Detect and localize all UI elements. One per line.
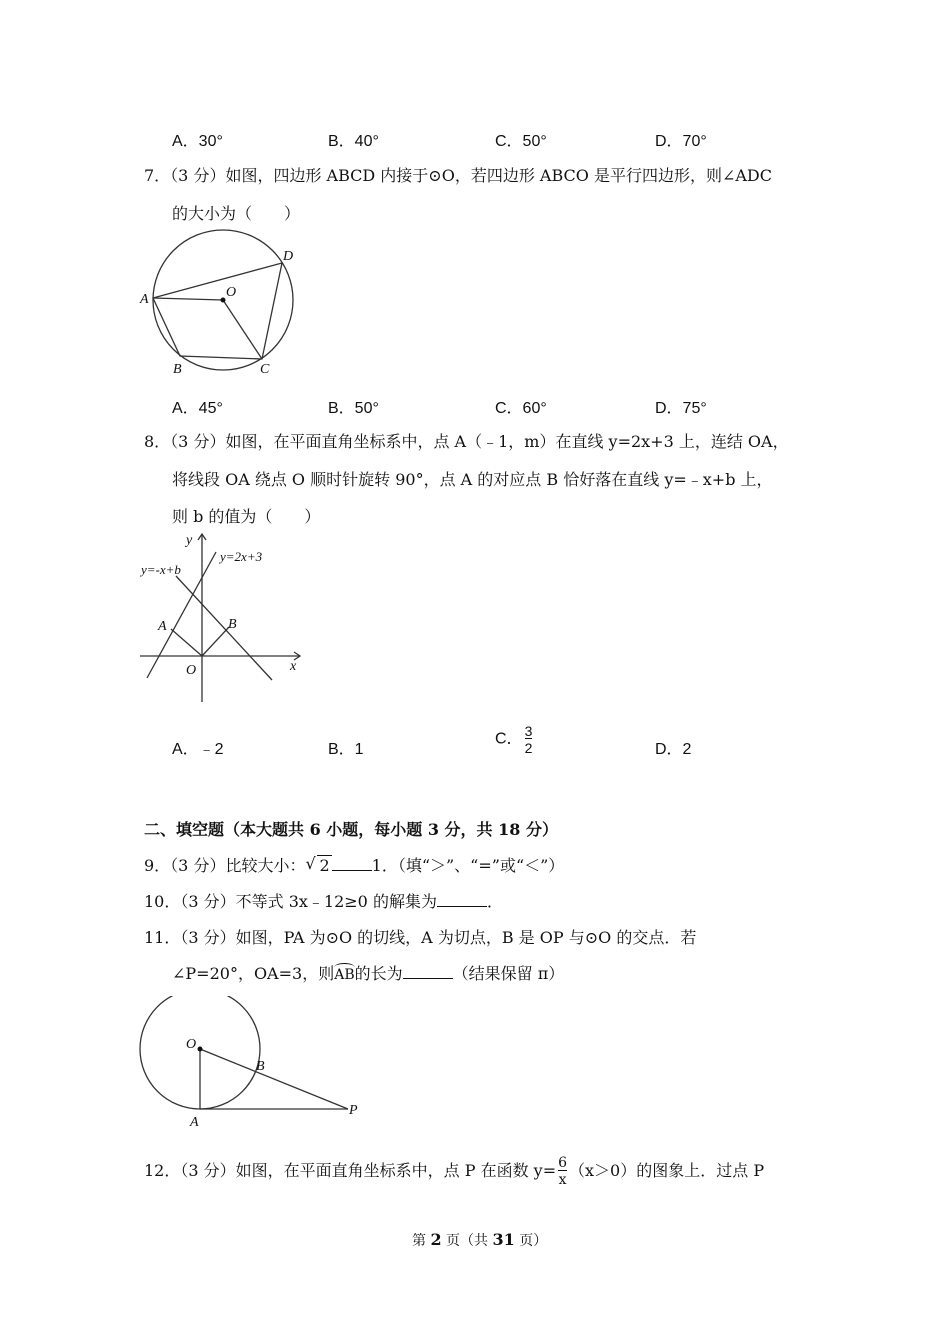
q11-segment-op — [200, 1049, 348, 1109]
q11-label-o: O — [186, 1037, 197, 1052]
q8-label-line1: y=2x+3 — [220, 549, 263, 564]
q6-option-a: A．30° — [172, 133, 223, 150]
q12: 12．（3 分）如图，在平面直角坐标系中，点 P 在函数 y= $\frac{6}{x}$ （x＞0）的图象上．过点 P — [144, 1155, 765, 1188]
q7-figure — [135, 228, 310, 383]
q8-figure — [138, 530, 308, 705]
q11-center-dot — [198, 1047, 203, 1052]
q8-label-y: y — [186, 533, 193, 548]
q8-line1: 8．（3 分）如图，在平面直角坐标系中，点 A（﹣1，m）在直线 y=2x+3 上，连结 OA， — [144, 432, 789, 451]
q7-label-b: B — [173, 362, 182, 377]
q12-denominator: x — [558, 1172, 567, 1188]
q6-option-c: C．50° — [495, 133, 547, 150]
q8-label-b: B — [228, 617, 237, 632]
q7-option-a: A．45° — [172, 400, 223, 417]
q11-label-b: B — [256, 1059, 265, 1074]
q12-numerator: 6 — [558, 1155, 568, 1171]
q7-option-b: B．50° — [328, 400, 379, 417]
q9: 9．（3 分）比较大小： √ 2 1．（填“＞”、“=”或“＜”） — [144, 854, 565, 875]
q11-line2: ∠P=20°，OA=3，则AB的长为 （结果保留 π） — [172, 964, 565, 983]
q8-option-c: C． $\frac{3}{2}$ — [495, 723, 533, 756]
q6-option-d: D．70° — [655, 133, 707, 150]
q8-option-c-denominator: 2 — [524, 740, 533, 756]
q8-option-a: A．﹣2 — [172, 741, 224, 758]
q7-line1: 7．（3 分）如图，四边形 ABCD 内接于⊙O，若四边形 ABCO 是平行四边形，则∠ADC — [144, 166, 772, 185]
q8-label-o: O — [186, 663, 197, 678]
q8-label-x: x — [290, 659, 297, 674]
q9-sqrt: √ 2 — [305, 854, 330, 875]
q8-line3: 则 b 的值为（ ） — [172, 507, 321, 526]
q9-blank — [332, 870, 372, 871]
q11-label-a: A — [190, 1115, 199, 1130]
q11-arc-ab: AB — [334, 963, 354, 983]
q10-blank — [437, 906, 487, 907]
q7-label-o: O — [226, 285, 237, 300]
q7-center-dot — [221, 298, 226, 303]
q7-label-c: C — [260, 362, 270, 377]
q8-option-d: D．2 — [655, 741, 692, 758]
q7-line2: 的大小为（ ） — [172, 204, 301, 223]
q7-label-d: D — [283, 249, 294, 264]
q11-blank — [403, 978, 453, 979]
q6-option-b: B．40° — [328, 133, 379, 150]
q11-label-p: P — [349, 1103, 358, 1118]
footer-total-pages: 31 — [492, 1230, 515, 1249]
q11-figure — [136, 996, 376, 1132]
q7-option-c: C．60° — [495, 400, 547, 417]
q8-option-b: B．1 — [328, 741, 364, 758]
section-title: 二、填空题（本大题共 6 小题，每小题 3 分，共 18 分） — [144, 820, 558, 839]
q8-label-a: A — [158, 619, 167, 634]
footer-page-number: 2 — [430, 1230, 442, 1249]
q8-label-line2: y=-x+b — [141, 562, 181, 577]
q11-line1: 11．（3 分）如图，PA 为⊙O 的切线，A 为切点，B 是 OP 与⊙O 的交点．若 — [144, 928, 697, 947]
q10: 10．（3 分）不等式 3x﹣12≥0 的解集为 ． — [144, 892, 503, 911]
page-footer: 第 2 页（共 31 页） — [412, 1230, 548, 1249]
q7-quadrilateral-abcd — [153, 263, 282, 359]
q7-option-d: D．75° — [655, 400, 707, 417]
q8-line2: 将线段 OA 绕点 O 顺时针旋转 90°，点 A 的对应点 B 恰好落在直线 y=﹣x+b 上， — [172, 470, 773, 489]
q7-label-a: A — [140, 292, 149, 307]
q8-option-c-numerator: 3 — [524, 723, 533, 739]
